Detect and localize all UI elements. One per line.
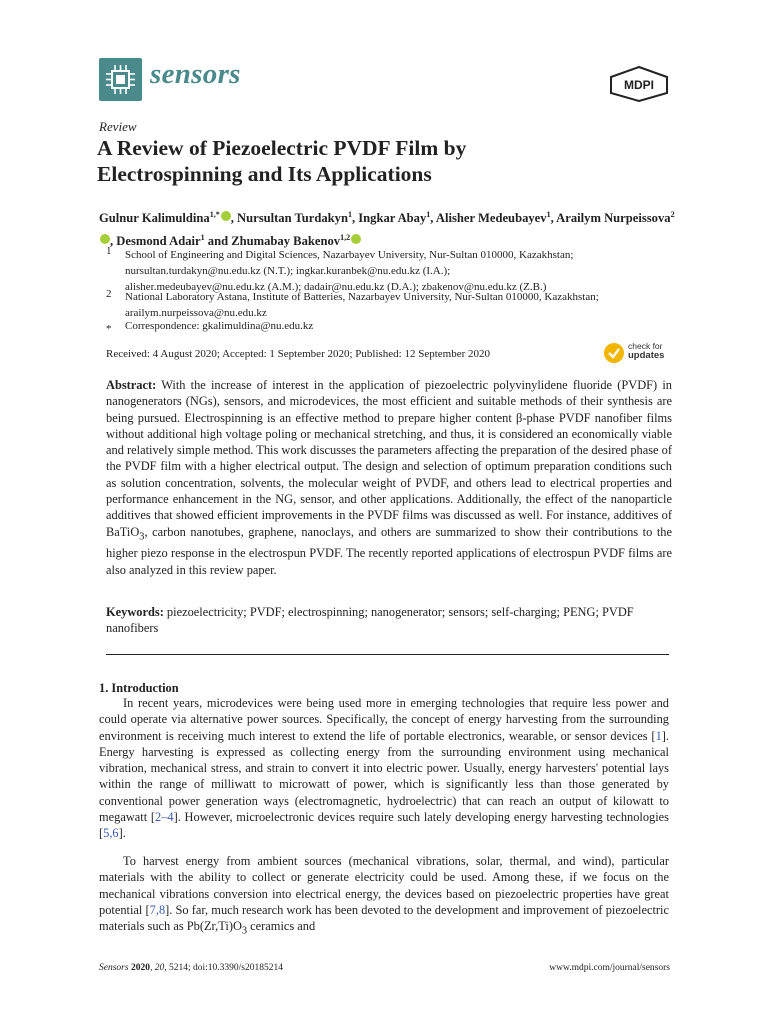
author-name[interactable]: Nursultan Turdakyn — [237, 211, 348, 226]
affiliation-2: National Laboratory Astana, Institute of Batteries, Nazarbayev University, Nur-Sultan 010000, Kazakhstan; arailym.nurpeissova@nu.edu.kz — [125, 291, 599, 319]
orcid-icon[interactable] — [351, 234, 361, 244]
author-name[interactable]: Gulnur Kalimuldina — [99, 211, 210, 226]
author-name[interactable]: Arailym Nurpeissova — [556, 211, 671, 226]
author-name[interactable]: Desmond Adair — [116, 234, 201, 249]
affiliation-number: 2 — [106, 288, 112, 300]
author-sup: 1 — [347, 210, 352, 219]
section-heading: 1. Introduction — [99, 681, 179, 695]
author-sup: 1 — [426, 210, 431, 219]
correspondence: Correspondence: gkalimuldina@nu.edu.kz — [125, 320, 314, 332]
citation-link[interactable]: 7,8 — [149, 902, 166, 917]
citation-link[interactable]: 2–4 — [155, 810, 174, 825]
publisher-name: MDPI — [624, 78, 654, 92]
footer-citation: Sensors 2020, 20, 5214; doi:10.3390/s20185214 — [99, 963, 283, 973]
author-list: Gulnur Kalimuldina$^{1,*}$ , Nursultan Turdakyn$^1$, Ingkar Abay$^1$, Alisher Medeubayev$^1$, Arailym Nurpeissova$^2$, Desmond Adair$^1$ and Zhumabay Bakenov$^{1,2}$ — [99, 210, 675, 249]
affiliation-number: 1 — [106, 245, 112, 257]
citation-link[interactable]: 5,6 — [103, 826, 119, 841]
article-type: Review — [99, 119, 137, 134]
author-name[interactable]: Zhumabay Bakenov — [231, 234, 341, 249]
author-name[interactable]: Ingkar Abay — [358, 211, 427, 226]
check-updates-line1: check for — [628, 341, 663, 351]
intro-paragraph: To harvest energy from ambient sources (mechanical vibrations, solar, thermal, and wind), particular materials with the ability to collect or generate electricity could be used. Among these, if we focus on the mechanical vibrations conversion into electrical energy, the devices based on piezoelectric properties have great potential [7,8]. So far, much research work has been devoted to the development and improvement of piezoelectric materials such as $Pb(Zr,Ti)O_3$ ceramics and — [99, 854, 669, 937]
author-sup: 1 — [546, 210, 551, 219]
journal-logo-icon — [99, 58, 142, 101]
orcid-icon[interactable] — [221, 211, 231, 221]
author-sup: 1 — [200, 233, 205, 243]
keywords: Keywords: piezoelectricity; PVDF; electrospinning; nanogenerator; sensors; self-charging; PENG; PVDF nanofibers — [106, 605, 634, 636]
page-title: A Review of Piezoelectric PVDF Film by Electrospinning and Its Applications — [97, 136, 467, 186]
section-divider — [106, 654, 669, 655]
author-sup: 1,* — [209, 210, 220, 219]
keywords-label: Keywords: — [106, 605, 164, 619]
citation-link[interactable]: 1 — [655, 728, 662, 743]
affiliation-number: * — [106, 323, 112, 335]
author-sup: 1,2 — [340, 233, 351, 243]
abstract-label: Abstract: — [106, 378, 157, 392]
check-for-updates-button[interactable] — [603, 340, 673, 366]
author-sup: 2 — [670, 210, 675, 219]
intro-paragraph: In recent years, microdevices were being used more in emerging technologies that require less power and could operate via alternative power sources. Specifically, the concept of energy harvesting from the surrounding environment is receiving much interest to extend the life of portable electronics, wearable, or sensor devices [1]. Energy harvesting is expressed as collecting energy from the surrounding environment using mechanical vibration, mechanical stress, and strain to convert it into electric power. Usually, energy harvesters' potential lays within the range of milliwatt to microwatt of power, which is significantly less than those generated by conventional power generation ways (electromagnetic, hydroelectric) that can reach an output of kilowatt to megawatt [2–4]. However, microelectronic devices require such lately developing energy harvesting technologies [5,6]. — [99, 696, 670, 841]
check-updates-line2: updates — [628, 350, 665, 361]
author-name[interactable]: Alisher Medeubayev — [435, 211, 547, 226]
affiliation-1: School of Engineering and Digital Sciences, Nazarbayev University, Nur-Sultan 010000, Kazakhstan; nursultan.turdakyn@nu.edu.kz (N.T.); ingkar.kuranbek@nu.edu.kz (I.A.); alisher.medeubayev@nu.edu.kz (A.M.); dadair@nu.edu.kz (D.A.); zbakenov@nu.edu.kz (Z.B.) — [125, 249, 574, 293]
publication-dates: Received: 4 August 2020; Accepted: 1 September 2020; Published: 12 September 2020 — [106, 348, 491, 360]
footer-journal-url[interactable]: www.mdpi.com/journal/sensors — [549, 963, 670, 973]
abstract: Abstract: With the increase of interest in the application of piezoelectric polyvinylidene fluoride (PVDF) in nanogenerators (NGs), sensors, and microdevices, the most efficient and suitable methods of their synthesis are being pursued. Electrospinning is an effective method to prepare higher content β-phase PVDF nanofiber films without additional high voltage poling or mechanical stretching, and thus, it is considered an economically viable and relatively simple method. This work discusses the parameters affecting the preparation of the desired phase of the PVDF film with a higher electrical output. The design and selection of optimum preparation conditions such as solution concentration, solvents, the molecular weight of PVDF, and others lead to electrical properties and performance enhancement in the NG, sensor, and other applications. Additionally, the effect of the nanoparticle additives that showed efficient improvements in the PVDF films was discussed as well. For instance, additives of BaTiO$_3$, carbon nanotubes, graphene, nanoclays, and others are summarized to show their contributions to the higher piezo response in the electrospun PVDF. The recently reported applications of electrospun PVDF films are also analyzed in this review paper. — [106, 378, 672, 577]
publisher-logo — [608, 66, 670, 102]
journal-name: sensors — [150, 58, 241, 90]
